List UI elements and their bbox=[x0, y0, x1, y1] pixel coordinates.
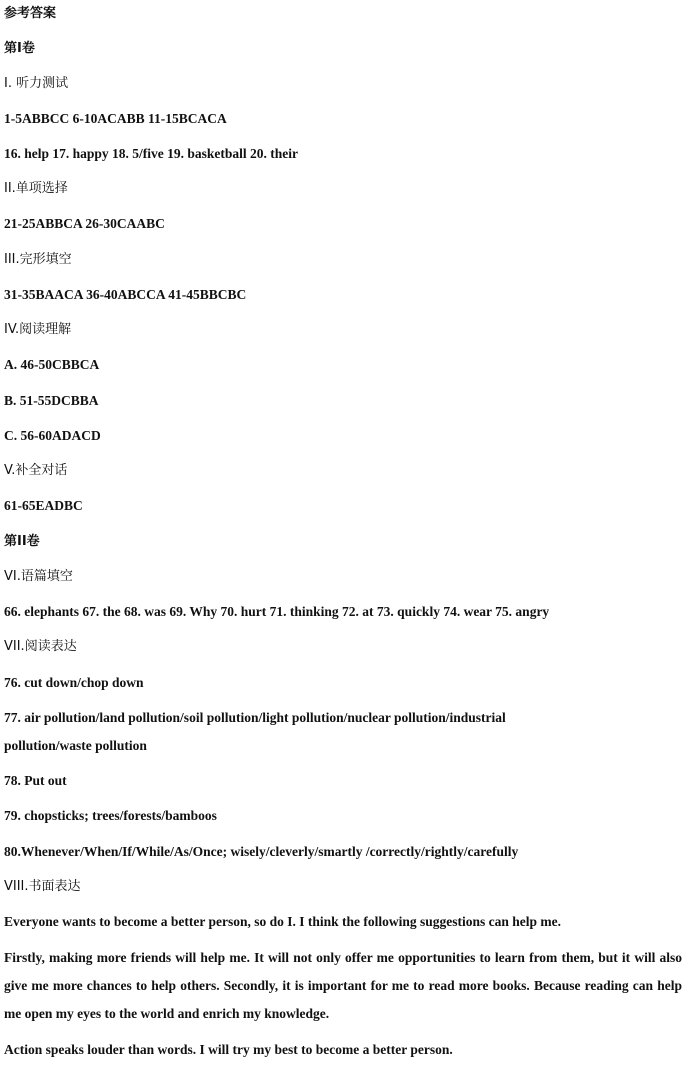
reading-answers-b: B. 51-55DCBBA bbox=[4, 393, 99, 408]
listening-heading: I. 听力测试 bbox=[4, 76, 69, 91]
reading-expression-heading: VII.阅读表达 bbox=[4, 639, 77, 654]
reading-answers-a: A. 46-50CBBCA bbox=[4, 357, 100, 372]
writing-paragraph-2: Firstly, making more friends will help me. It will not only offer me opportunities to learn from them, but it will also give me more chances to help others. Secondly, it is important for me to read more books. Because reading can help me open my eyes to the world and enrich my knowledge. bbox=[4, 950, 682, 1021]
cloze-heading: III.完形填空 bbox=[4, 252, 72, 267]
passage-fill-answers: 66. elephants 67. the 68. was 69. Why 70. hurt 71. thinking 72. at 73. quickly 74. wear 75. angry bbox=[4, 604, 550, 619]
writing-paragraph-3: Action speaks louder than words. I will try my best to become a better person. bbox=[4, 1042, 453, 1057]
reading-answers-c: C. 56-60ADACD bbox=[4, 428, 101, 443]
writing-paragraph-1: Everyone wants to become a better person, so do I. I think the following suggestions can help me. bbox=[4, 914, 562, 929]
single-choice-answers: 21-25ABBCA 26-30CAABC bbox=[4, 216, 165, 231]
dialogue-heading: V.补全对话 bbox=[4, 463, 68, 478]
answer-78: 78. Put out bbox=[4, 773, 67, 788]
reading-heading: IV.阅读理解 bbox=[4, 322, 72, 337]
cloze-answers: 31-35BAACA 36-40ABCCA 41-45BBCBC bbox=[4, 287, 247, 302]
answer-77-line-2: pollution/waste pollution bbox=[4, 738, 147, 753]
single-choice-heading: II.单项选择 bbox=[4, 181, 68, 196]
writing-heading: VIII.书面表达 bbox=[4, 879, 81, 894]
passage-fill-heading: VI.语篇填空 bbox=[4, 569, 73, 584]
document-title: 参考答案 bbox=[4, 6, 57, 21]
answer-76: 76. cut down/chop down bbox=[4, 675, 144, 690]
listening-answers-2: 16. help 17. happy 18. 5/five 19. basketball 20. their bbox=[4, 146, 299, 161]
answer-77-line-1: 77. air pollution/land pollution/soil pollution/light pollution/nuclear pollution/industrial bbox=[4, 710, 506, 725]
dialogue-answers: 61-65EADBC bbox=[4, 498, 83, 513]
part-two-heading: 第II卷 bbox=[4, 534, 40, 549]
listening-answers-1: 1-5ABBCC 6-10ACABB 11-15BCACA bbox=[4, 111, 227, 126]
answer-80: 80.Whenever/When/If/While/As/Once; wisely/cleverly/smartly /correctly/rightly/carefully bbox=[4, 844, 519, 859]
answer-79: 79. chopsticks; trees/forests/bamboos bbox=[4, 808, 217, 823]
part-one-heading: 第I卷 bbox=[4, 41, 35, 56]
